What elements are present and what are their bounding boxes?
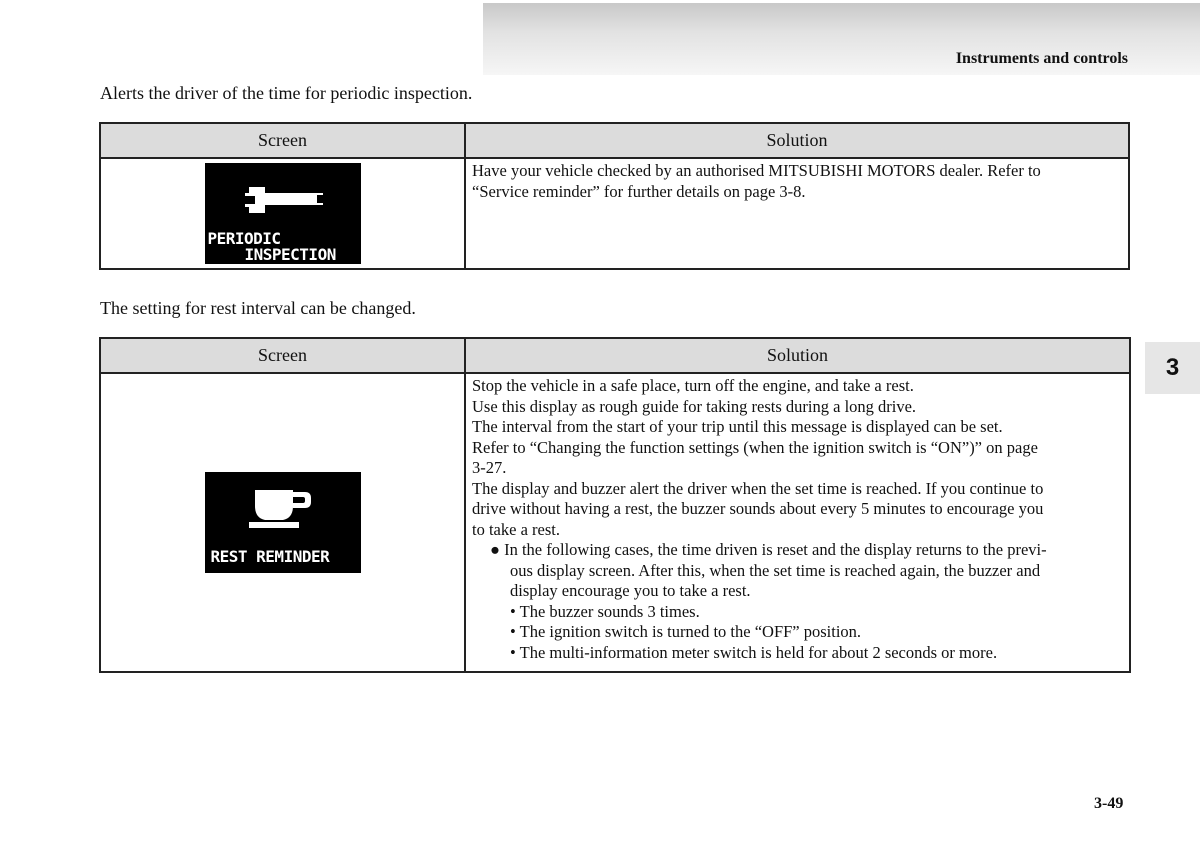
rest-reminder-display xyxy=(205,472,361,573)
solution-line: “Service reminder” for further details on page 3-8. xyxy=(472,181,806,201)
solution-line: Use this display as rough guide for taking rests during a long drive. xyxy=(472,396,917,416)
screen-cell xyxy=(100,373,465,672)
display-label: REST REMINDER xyxy=(210,547,330,566)
sub-marker: • xyxy=(510,642,516,662)
solution-line: Refer to “Changing the function settings (when the ignition switch is “ON”)” on page xyxy=(472,437,1038,457)
solution-line: 3-27. xyxy=(472,458,507,477)
sub-item-text: The buzzer sounds 3 times. xyxy=(519,601,700,621)
sub-item xyxy=(510,602,1123,623)
periodic-inspection-intro: Alerts the driver of the time for periodic inspection. xyxy=(100,83,473,103)
table-row xyxy=(100,158,1129,269)
solution-line: The display and buzzer alert the driver when the set time is reached. If you continue to xyxy=(472,478,1044,498)
bullet-marker: ● xyxy=(490,540,500,559)
bullet-line: display encourage you to take a rest. xyxy=(510,581,751,600)
sub-marker: • xyxy=(510,622,516,641)
sub-marker: • xyxy=(510,601,516,621)
solution-line: Stop the vehicle in a safe place, turn off the engine, and take a rest. xyxy=(472,376,914,395)
periodic-inspection-table xyxy=(99,122,1130,270)
coffee-cup-icon xyxy=(249,486,319,532)
table-header-row xyxy=(100,123,1129,158)
sub-item-text: The ignition switch is turned to the “OFF” position. xyxy=(519,622,862,641)
rest-interval-intro: The setting for rest interval can be changed. xyxy=(100,298,416,318)
wrench-icon xyxy=(243,181,323,225)
chapter-tab: 3 xyxy=(1145,342,1200,394)
column-header-screen: Screen xyxy=(100,123,465,158)
solution-line: to take a rest. xyxy=(472,519,560,539)
display-line-1: PERIODIC xyxy=(207,229,281,248)
page-number: 3-49 xyxy=(1094,795,1124,812)
solution-cell xyxy=(465,373,1130,672)
rest-reminder-table xyxy=(99,337,1131,673)
sub-item xyxy=(510,643,1123,664)
sub-item xyxy=(510,622,1123,643)
section-title: Instruments and controls xyxy=(955,50,1128,67)
periodic-inspection-display xyxy=(205,163,361,264)
table-header-row xyxy=(100,338,1130,373)
solution-line: drive without having a rest, the buzzer sounds about every 5 minutes to encourage you xyxy=(472,499,1044,518)
display-line-2: INSPECTION xyxy=(244,245,336,264)
bullet-line: In the following cases, the time driven is reset and the display returns to the previ- xyxy=(504,540,1047,559)
screen-cell xyxy=(100,158,465,269)
bullet-line: ous display screen. After this, when the set time is reached again, the buzzer and xyxy=(510,560,1041,580)
column-header-solution: Solution xyxy=(465,123,1129,158)
table-row xyxy=(100,373,1130,672)
solution-line: Have your vehicle checked by an authorised MITSUBISHI MOTORS dealer. Refer to xyxy=(472,161,1041,180)
bullet-item xyxy=(490,540,1123,602)
solution-line: The interval from the start of your trip until this message is displayed can be set. xyxy=(472,417,1003,436)
column-header-screen: Screen xyxy=(100,338,465,373)
solution-cell xyxy=(465,158,1129,269)
column-header-solution: Solution xyxy=(465,338,1130,373)
sub-item-text: The multi-information meter switch is held for about 2 seconds or more. xyxy=(519,642,998,662)
